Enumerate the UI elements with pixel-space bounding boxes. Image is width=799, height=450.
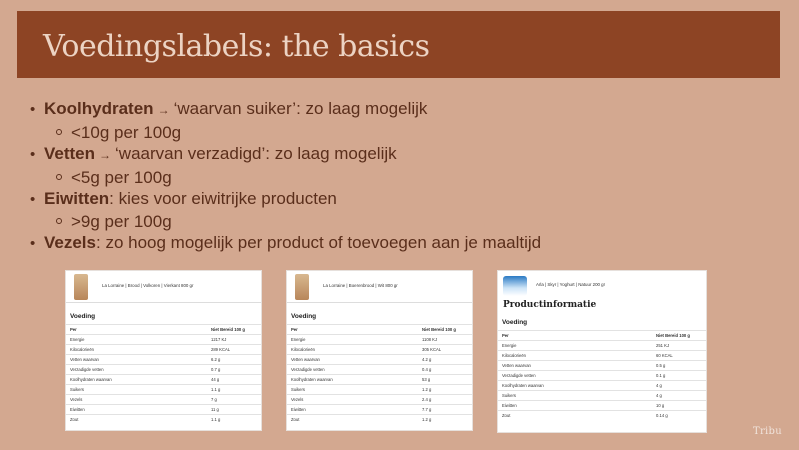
- nutrient-name: Energie: [287, 335, 418, 345]
- table-row: [498, 371, 706, 381]
- nutrient-name: Kilocalorieën: [498, 351, 652, 361]
- column-header: Per: [287, 325, 418, 335]
- nutrient-name: Koolhydraten waarvan: [287, 375, 418, 385]
- nutrient-name: Suikers: [66, 385, 207, 395]
- column-header: Niet Bereid 100 g: [207, 325, 261, 335]
- bullet-eiwitten: [30, 188, 770, 211]
- table-row: [498, 361, 706, 371]
- bullet-vetten: [30, 143, 770, 167]
- nutrient-name: Verzadigde vetten: [66, 365, 207, 375]
- nutrient-name: Eiwitten: [66, 405, 207, 415]
- nutrient-name: Zout: [66, 415, 207, 425]
- nutrient-value: 1108 KJ: [418, 335, 472, 345]
- bullet-dot-icon: •: [30, 146, 36, 163]
- arrow-right-icon: →: [157, 103, 170, 117]
- yoghurt-image-icon: [503, 276, 527, 296]
- bread-image-icon: [295, 274, 309, 300]
- nutrient-name: Kilocalorieën: [287, 345, 418, 355]
- column-header: Per: [498, 331, 652, 341]
- sub-bullet-text: <10g per 100g: [71, 122, 182, 142]
- nutrient-name: Kilocalorieën: [66, 345, 207, 355]
- nutrition-table: [498, 330, 706, 420]
- bullet-dot-icon: •: [30, 101, 36, 118]
- table-row: [287, 365, 472, 375]
- product-header: [287, 271, 472, 303]
- nutrient-name: Suikers: [287, 385, 418, 395]
- nutrition-heading: Voeding: [502, 319, 528, 326]
- column-header: Per: [66, 325, 207, 335]
- table-row: [66, 345, 261, 355]
- nutrient-name: Verzadigde vetten: [287, 365, 418, 375]
- table-row: [498, 391, 706, 401]
- table-row: [66, 405, 261, 415]
- arrow-right-icon: →: [99, 148, 112, 162]
- table-row: [66, 415, 261, 425]
- bullet-text: : zo hoog mogelijk per product of toevoegen aan je maaltijd: [96, 233, 542, 252]
- nutrient-name: Vezels: [66, 395, 207, 405]
- nutrient-value: 6.2 g: [207, 355, 261, 365]
- bullet-text: ‘waarvan verzadigd’: zo laag mogelijk: [115, 144, 397, 163]
- nutrient-value: 7 g: [207, 395, 261, 405]
- bullet-dot-icon: •: [30, 235, 36, 252]
- nutrient-value: 289 KCAL: [207, 345, 261, 355]
- nutrient-name: Eiwitten: [498, 401, 652, 411]
- nutrient-name: Vetten waarvan: [287, 355, 418, 365]
- nutrition-table: [66, 324, 261, 424]
- nutrient-value: 4 g: [652, 391, 706, 401]
- nutrition-card-skyr: [497, 270, 707, 433]
- nutrient-value: 0.4 g: [418, 365, 472, 375]
- sub-bullet-koolhydraten: [30, 122, 770, 144]
- circle-bullet-icon: [56, 174, 62, 180]
- table-row: [287, 345, 472, 355]
- table-row: [287, 395, 472, 405]
- table-header-row: [287, 325, 472, 335]
- nutrient-value: 4.2 g: [418, 355, 472, 365]
- product-name: Arla | Skyr | Yoghurt | Natuur 200 gr: [536, 282, 606, 287]
- circle-bullet-icon: [56, 218, 62, 224]
- nutrient-value: 1.1 g: [207, 385, 261, 395]
- table-row: [66, 365, 261, 375]
- table-header-row: [498, 331, 706, 341]
- nutrient-value: 4 g: [652, 381, 706, 391]
- nutrient-name: Zout: [498, 411, 652, 421]
- product-name: La Lorraine | Brood | Volkoren | Vierkant 800 gr: [102, 283, 194, 288]
- nutrient-value: 60 KCAL: [652, 351, 706, 361]
- nutrient-value: 2.4 g: [418, 395, 472, 405]
- bullet-term: Koolhydraten: [44, 99, 154, 118]
- table-row: [66, 355, 261, 365]
- nutrient-value: 251 KJ: [652, 341, 706, 351]
- nutrient-name: Eiwitten: [287, 405, 418, 415]
- nutrient-name: Vetten waarvan: [66, 355, 207, 365]
- nutrient-name: Verzadigde vetten: [498, 371, 652, 381]
- sub-bullet-eiwitten: [30, 211, 770, 233]
- product-info-heading: Productinformatie: [503, 300, 597, 310]
- nutrient-value: 305 KCAL: [418, 345, 472, 355]
- bullet-list: [30, 98, 770, 255]
- nutrient-value: 10 g: [652, 401, 706, 411]
- brand-logo: Tribu: [753, 426, 782, 437]
- bullet-term: Eiwitten: [44, 189, 110, 208]
- nutrient-value: 1.1 g: [207, 415, 261, 425]
- nutrition-card-volkoren: [65, 270, 262, 431]
- nutrient-name: Vezels: [287, 395, 418, 405]
- table-row: [66, 385, 261, 395]
- table-row: [498, 401, 706, 411]
- table-row: [287, 385, 472, 395]
- nutrient-value: 1.2 g: [418, 415, 472, 425]
- bullet-text: : kies voor eiwitrijke producten: [109, 189, 337, 208]
- bullet-dot-icon: •: [30, 191, 36, 208]
- nutrient-value: 1.2 g: [418, 385, 472, 395]
- table-row: [287, 355, 472, 365]
- nutrient-name: Zout: [287, 415, 418, 425]
- nutrient-value: 0.5 g: [652, 361, 706, 371]
- product-header: [66, 271, 261, 303]
- bullet-term: Vezels: [44, 233, 96, 252]
- nutrient-value: 0.1 g: [652, 371, 706, 381]
- table-row: [498, 411, 706, 421]
- table-row: [498, 381, 706, 391]
- product-header: [498, 271, 706, 297]
- sub-bullet-text: >9g per 100g: [71, 211, 172, 231]
- nutrition-card-boerenbrood: [286, 270, 473, 431]
- table-header-row: [66, 325, 261, 335]
- nutrition-heading: Voeding: [291, 313, 317, 320]
- nutrient-value: 7.7 g: [418, 405, 472, 415]
- bullet-vezels: [30, 232, 770, 255]
- nutrient-value: 44 g: [207, 375, 261, 385]
- nutrient-name: Suikers: [498, 391, 652, 401]
- product-name: La Lorraine | Boerenbrood | Wit 800 gr: [323, 283, 398, 288]
- nutrient-name: Energie: [498, 341, 652, 351]
- table-row: [498, 351, 706, 361]
- bullet-text: ‘waarvan suiker’: zo laag mogelijk: [173, 99, 428, 118]
- nutrient-value: 1217 KJ: [207, 335, 261, 345]
- nutrient-name: Energie: [66, 335, 207, 345]
- column-header: Niet Bereid 100 g: [652, 331, 706, 341]
- nutrient-name: Koolhydraten waarvan: [66, 375, 207, 385]
- sub-bullet-vetten: [30, 167, 770, 189]
- table-row: [66, 375, 261, 385]
- table-row: [287, 335, 472, 345]
- table-row: [287, 375, 472, 385]
- title-bar: [17, 11, 780, 78]
- nutrient-value: 53 g: [418, 375, 472, 385]
- table-row: [287, 405, 472, 415]
- column-header: Niet Bereid 100 g: [418, 325, 472, 335]
- slide-title: Voedingslabels: the basics: [43, 29, 430, 64]
- table-row: [287, 415, 472, 425]
- table-row: [498, 341, 706, 351]
- nutrient-name: Vetten waarvan: [498, 361, 652, 371]
- table-row: [66, 335, 261, 345]
- nutrient-name: Koolhydraten waarvan: [498, 381, 652, 391]
- circle-bullet-icon: [56, 129, 62, 135]
- nutrient-value: 11 g: [207, 405, 261, 415]
- bullet-term: Vetten: [44, 144, 96, 163]
- nutrition-heading: Voeding: [70, 313, 96, 320]
- nutrition-table: [287, 324, 472, 424]
- sub-bullet-text: <5g per 100g: [71, 167, 172, 187]
- table-row: [66, 395, 261, 405]
- nutrient-value: 0.7 g: [207, 365, 261, 375]
- bread-image-icon: [74, 274, 88, 300]
- nutrient-value: 0.14 g: [652, 411, 706, 421]
- bullet-koolhydraten: [30, 98, 770, 122]
